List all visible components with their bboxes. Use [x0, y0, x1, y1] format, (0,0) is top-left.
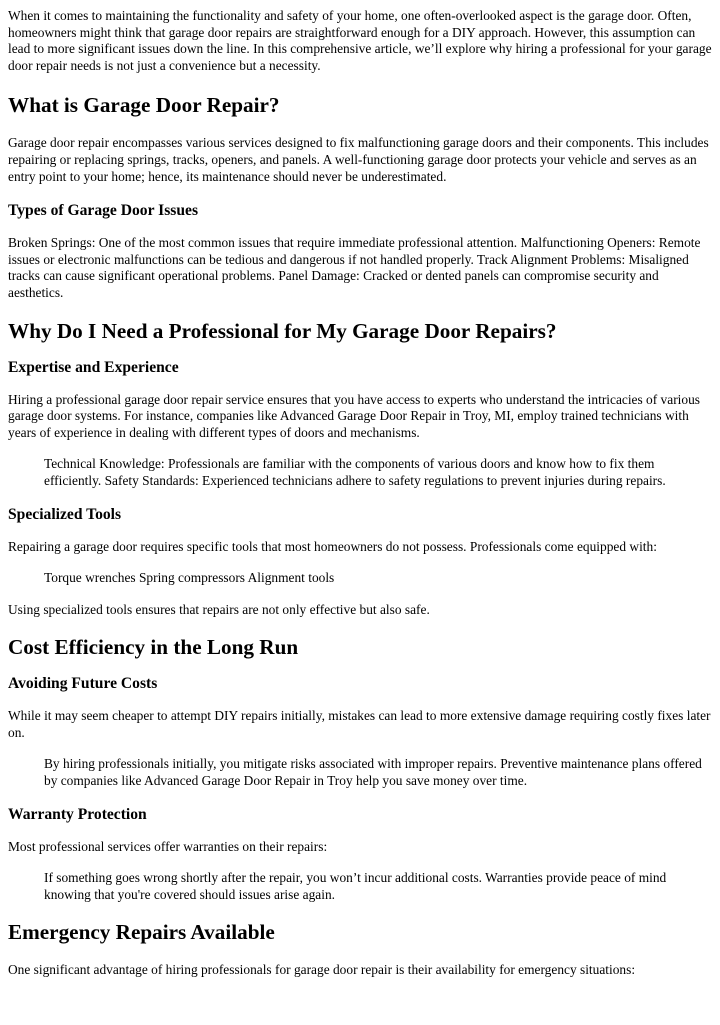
section-heading-why-professional: Why Do I Need a Professional for My Garage Door Repairs?	[8, 318, 557, 343]
tools-after-paragraph: Using specialized tools ensures that repairs are not only effective but also safe.	[8, 601, 430, 617]
article	[0, 8, 720, 979]
emergency-paragraph: One significant advantage of hiring professionals for garage door repair is their availability for emergency situations:	[8, 962, 636, 978]
warranty-list: If something goes wrong shortly after the repair, you won’t incur additional costs. Warranties provide peace of mind knowing that you're covered should issues arise again.	[44, 870, 667, 902]
expertise-list: Technical Knowledge: Professionals are familiar with the components of various doors and know how to fix them efficiently. Safety Standards: Experienced technicians adhere to safety regulations to prevent injuries during repairs.	[44, 456, 666, 488]
section-heading-emergency: Emergency Repairs Available	[8, 920, 275, 945]
section-heading-what-is-repair: What is Garage Door Repair?	[8, 93, 280, 118]
subheading-future-costs: Avoiding Future Costs	[8, 675, 158, 693]
types-of-issues-paragraph: Broken Springs: One of the most common issues that require immediate professional attention. Malfunctioning Openers: Remote issues or electronic malfunctions can be tedious and dangerous if not handled properly. Track Alignment Problems: Misaligned tracks can cause significant operational problems. Panel Damage: Cracked or dented panels can compromise security and aesthetics.	[8, 235, 701, 300]
future-costs-list: By hiring professionals initially, you mitigate risks associated with improper repairs. Preventive maintenance plans offered by companies like Advanced Garage Door Repair in Troy help you save money over time.	[44, 756, 702, 789]
section-heading-cost-efficiency: Cost Efficiency in the Long Run	[8, 635, 299, 660]
tools-paragraph: Repairing a garage door requires specific tools that most homeowners do not possess. Professionals come equipped with:	[8, 538, 657, 554]
tools-list: Torque wrenches Spring compressors Alignment tools	[44, 570, 335, 586]
subheading-expertise: Expertise and Experience	[8, 358, 179, 376]
subheading-specialized-tools: Specialized Tools	[8, 505, 122, 523]
future-costs-paragraph: While it may seem cheaper to attempt DIY repairs initially, mistakes can lead to more extensive damage requiring costly fixes later on.	[8, 708, 711, 740]
intro-paragraph: When it comes to maintaining the functionality and safety of your home, one often-overlooked aspect is the garage door. Often, homeowners might think that garage door repairs are straightforward enough for a DIY approach. However, this assumption can lead to more significant issues down the line. In this comprehensive article, we’ll explore why hiring a professional for your garage door repair needs is not just a convenience but a necessity.	[8, 8, 712, 73]
subheading-types-of-issues: Types of Garage Door Issues	[8, 202, 199, 220]
expertise-paragraph: Hiring a professional garage door repair service ensures that you have access to experts who understand the intricacies of various garage door systems. For instance, companies like Advanced Garage Door Repair in Troy, MI, employ trained technicians with years of experience in dealing with different types of doors and mechanisms.	[8, 391, 700, 440]
what-is-repair-paragraph: Garage door repair encompasses various services designed to fix malfunctioning garage doors and their components. This includes repairing or replacing springs, tracks, openers, and panels. A well-functioning garage door protects your vehicle and serves as an entry point to your home; hence, its maintenance should never be underestimated.	[8, 135, 709, 184]
warranty-paragraph: Most professional services offer warranties on their repairs:	[8, 838, 328, 854]
subheading-warranty: Warranty Protection	[8, 805, 147, 823]
